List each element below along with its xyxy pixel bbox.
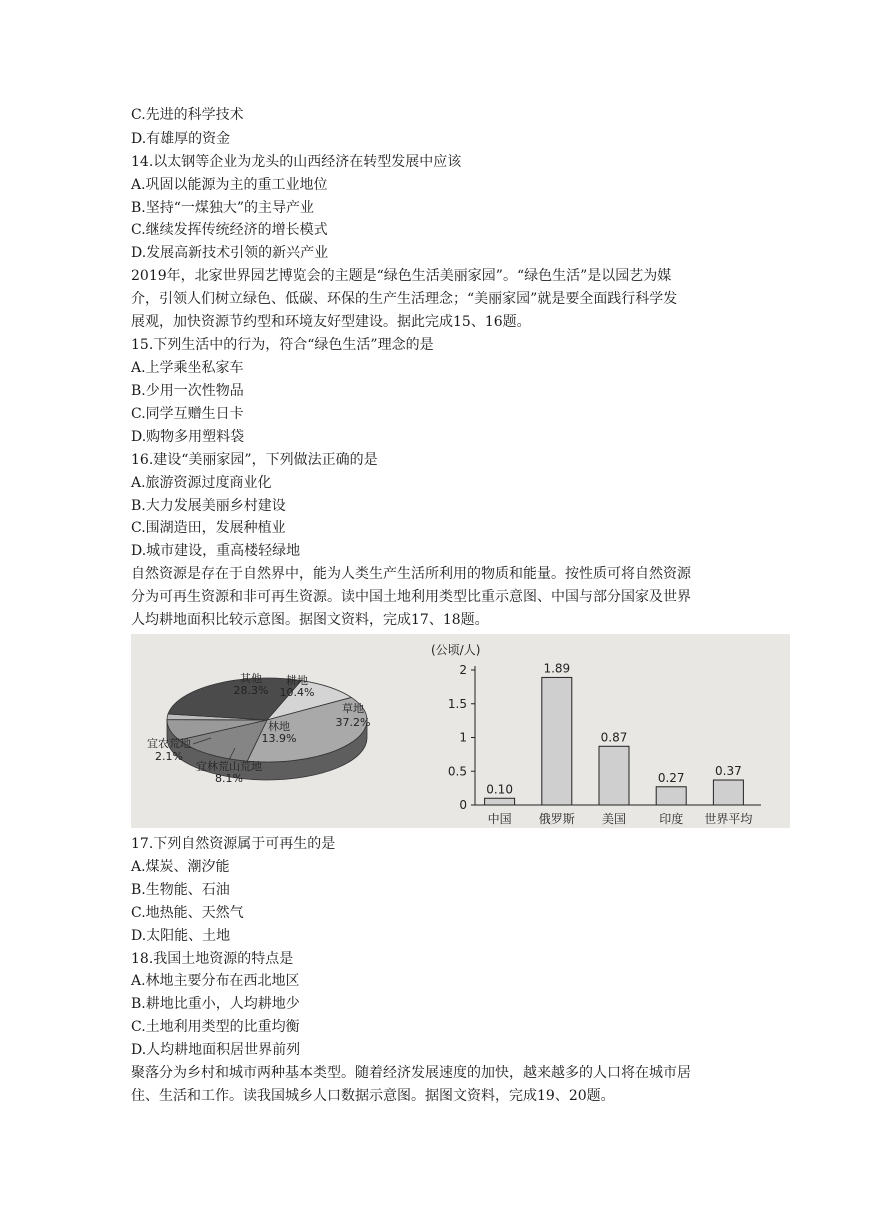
pie-value-arable-waste: 2.1% (155, 750, 183, 763)
pie-label-forest-waste: 宜林荒山荒地 (196, 760, 262, 773)
bar-value-label: 0.37 (715, 764, 742, 779)
bar-value-label: 1.89 (543, 661, 571, 676)
x-tick-label: 世界平均 (704, 812, 753, 826)
option-d-16: D.城市建设，重高楼轻绿地 (131, 543, 301, 559)
y-tick-label: 0 (459, 798, 467, 812)
bar-3 (656, 787, 686, 805)
bar-value-label: 0.10 (486, 782, 513, 797)
option-b-17: B.生物能、石油 (131, 882, 230, 898)
x-tick-label: 中国 (487, 812, 512, 826)
question-15: 15.下列生活中的行为，符合“绿色生活”理念的是 (131, 337, 434, 353)
y-tick-label: 2 (459, 663, 467, 677)
pie-label-forest: 林地 (268, 720, 290, 733)
bar-marks (485, 661, 753, 826)
bar-1 (542, 677, 572, 805)
passage-expo-3: 展观，加快资源节约型和环境友好型建设。据此完成15、16题。 (131, 314, 531, 330)
question-18: 18.我国土地资源的特点是 (131, 951, 294, 967)
pie-label-other: 其他 (240, 672, 262, 685)
pie-chart (147, 671, 370, 785)
pie-label-grassland: 草地 (342, 702, 364, 715)
option-b-18: B.耕地比重小，人均耕地少 (131, 996, 300, 1012)
bar-4 (713, 780, 743, 805)
passage-settlement-1: 聚落分为乡村和城市两种基本类型。随着经济发展速度的加快，越来越多的人口将在城市居 (131, 1065, 691, 1081)
passage-resources-3: 人均耕地面积比较示意图。据图文资料，完成17、18题。 (131, 612, 489, 628)
x-tick-label: 印度 (659, 812, 684, 826)
land-use-figure (131, 634, 790, 828)
pie-value-farmland: 10.4% (279, 686, 315, 699)
option-d-15: D.购物多用塑料袋 (131, 429, 245, 445)
y-tick-label: 0.5 (447, 764, 467, 779)
option-a-18: A.林地主要分布在西北地区 (131, 973, 300, 989)
bar-value-label: 0.87 (600, 730, 628, 745)
pie-value-other: 28.3% (233, 684, 269, 697)
y-tick-label: 1 (459, 730, 467, 745)
pie-label-farmland: 耕地 (286, 674, 308, 687)
x-tick-label: 俄罗斯 (538, 812, 575, 826)
option-b-14: B.坚持“一煤独大”的主导产业 (131, 200, 315, 216)
question-14: 14.以太钢等企业为龙头的山西经济在转型发展中应该 (131, 154, 462, 170)
option-d-18: D.人均耕地面积居世界前列 (131, 1042, 301, 1058)
passage-settlement-2: 住、生活和工作。读我国城乡人口数据示意图。据图文资料，完成19、20题。 (131, 1088, 615, 1104)
pie-value-forest: 13.9% (261, 732, 297, 745)
option-d-13: D.有雄厚的资金 (131, 131, 231, 147)
question-17: 17.下列自然资源属于可再生的是 (131, 836, 336, 852)
option-d-17: D.太阳能、土地 (131, 928, 231, 944)
figure-svg (131, 634, 790, 828)
option-a-16: A.旅游资源过度商业化 (131, 475, 272, 491)
pie-value-forest-waste: 8.1% (215, 772, 243, 785)
y-tick-label: 1.5 (447, 696, 467, 711)
pie-value-grassland: 37.2% (335, 716, 371, 729)
option-b-16: B.大力发展美丽乡村建设 (131, 498, 286, 514)
option-c-14: C.继续发挥传统经济的增长模式 (131, 222, 328, 238)
option-c-15: C.同学互赠生日卡 (131, 406, 244, 422)
bar-2 (599, 746, 629, 805)
option-b-15: B.少用一次性物品 (131, 383, 244, 399)
question-16: 16.建设“美丽家园”，下列做法正确的是 (131, 452, 378, 468)
option-c-17: C.地热能、天然气 (131, 905, 244, 921)
bar-0 (485, 798, 515, 805)
pie-label-arable-waste: 宜农荒地 (147, 737, 191, 750)
x-tick-label: 美国 (601, 812, 627, 826)
option-a-15: A.上学乘坐私家车 (131, 360, 244, 376)
passage-resources-1: 自然资源是存在于自然界中，能为人类生产生活所利用的物质和能量。按性质可将自然资源 (131, 566, 691, 582)
bar-chart (431, 642, 761, 826)
option-c-13: C.先进的科学技术 (131, 107, 244, 123)
passage-resources-2: 分为可再生资源和非可再生资源。读中国土地利用类型比重示意图、中国与部分国家及世界 (131, 589, 691, 605)
option-d-14: D.发展高新技术引领的新兴产业 (131, 245, 329, 261)
option-a-14: A.巩固以能源为主的重工业地位 (131, 177, 328, 193)
option-a-17: A.煤炭、潮汐能 (131, 859, 230, 875)
bar-chart-unit: (公顷/人) (431, 643, 481, 657)
option-c-18: C.土地利用类型的比重均衡 (131, 1019, 300, 1035)
bar-value-label: 0.27 (657, 770, 685, 785)
passage-expo-1: 2019年，北家世界园艺博览会的主题是“绿色生活美丽家园”。“绿色生活”是以园艺为媒 (131, 268, 672, 284)
passage-expo-2: 介，引领人们树立绿色、低碳、环保的生产生活理念；“美丽家园”就是要全面践行科学发 (131, 291, 678, 307)
option-c-16: C.围湖造田，发展种植业 (131, 520, 286, 536)
